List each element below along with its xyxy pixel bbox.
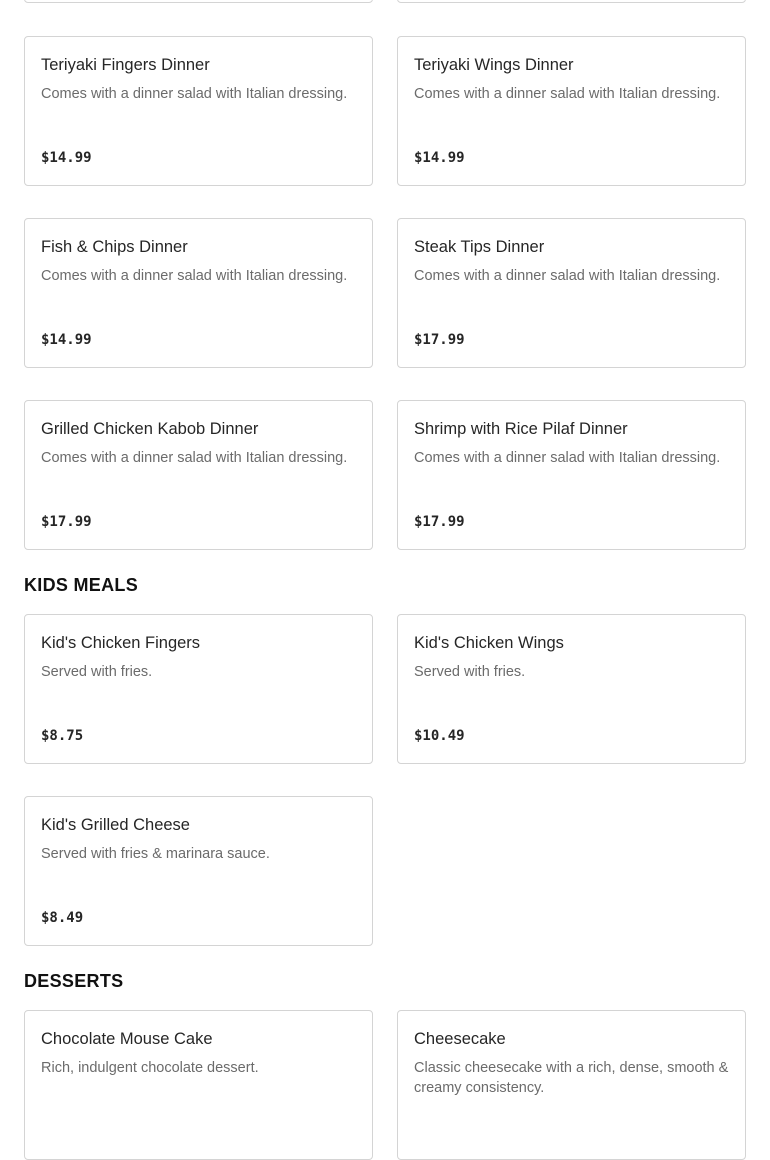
menu-item-description: Comes with a dinner salad with Italian dressing. bbox=[41, 450, 348, 466]
menu-item-price: $8.75 bbox=[41, 728, 84, 744]
menu-item-description: Rich, indulgent chocolate dessert. bbox=[41, 1060, 259, 1076]
menu-item-card[interactable] bbox=[397, 218, 746, 368]
menu-item-card[interactable] bbox=[24, 36, 373, 186]
menu-item-name: Grilled Chicken Kabob Dinner bbox=[41, 420, 259, 438]
section-heading-kids-meals: KIDS MEALS bbox=[24, 575, 139, 595]
menu-item-description: Comes with a dinner salad with Italian dressing. bbox=[414, 450, 721, 466]
menu-item-description: Served with fries. bbox=[414, 664, 526, 680]
menu-item-price: $17.99 bbox=[414, 332, 465, 348]
menu-item-price: $10.49 bbox=[414, 728, 465, 744]
menu-item-price: $17.99 bbox=[414, 514, 465, 530]
menu-item-card[interactable] bbox=[397, 0, 746, 3]
menu-item-price: $8.49 bbox=[41, 910, 84, 926]
menu-item-name: Chocolate Mouse Cake bbox=[41, 1030, 213, 1048]
section-heading-desserts: DESSERTS bbox=[24, 971, 124, 991]
menu-item-price: $14.99 bbox=[41, 332, 92, 348]
menu-item-description: Comes with a dinner salad with Italian dressing. bbox=[41, 268, 348, 284]
menu-item-name: Teriyaki Fingers Dinner bbox=[41, 56, 210, 74]
menu-item-description: Served with fries & marinara sauce. bbox=[41, 846, 270, 862]
menu-item-card[interactable] bbox=[397, 36, 746, 186]
menu-item-card[interactable] bbox=[24, 218, 373, 368]
menu-item-name: Teriyaki Wings Dinner bbox=[414, 56, 574, 74]
menu-item-name: Shrimp with Rice Pilaf Dinner bbox=[414, 420, 628, 438]
menu-item-card[interactable] bbox=[24, 796, 373, 946]
menu-item-name: Cheesecake bbox=[414, 1030, 506, 1048]
menu-item-card[interactable] bbox=[24, 0, 373, 3]
menu-item-card[interactable] bbox=[24, 614, 373, 764]
menu-item-card[interactable] bbox=[24, 400, 373, 550]
menu-item-price: $14.99 bbox=[414, 150, 465, 166]
menu-item-card[interactable] bbox=[397, 400, 746, 550]
menu-item-description: Comes with a dinner salad with Italian dressing. bbox=[414, 268, 721, 284]
menu-item-card[interactable] bbox=[397, 1010, 746, 1160]
menu-item-price: $17.99 bbox=[41, 514, 92, 530]
menu-item-description: Classic cheesecake with a rich, dense, smooth & creamy consistency. bbox=[414, 1060, 729, 1096]
menu-item-card[interactable] bbox=[24, 1010, 373, 1160]
menu-item-price: $14.99 bbox=[41, 150, 92, 166]
menu-item-name: Steak Tips Dinner bbox=[414, 238, 545, 256]
menu-item-name: Kid's Chicken Fingers bbox=[41, 634, 201, 652]
menu-item-card[interactable] bbox=[397, 614, 746, 764]
menu-item-name: Kid's Grilled Cheese bbox=[41, 816, 190, 834]
menu-item-name: Fish & Chips Dinner bbox=[41, 238, 188, 256]
menu-item-description: Served with fries. bbox=[41, 664, 153, 680]
menu-item-description: Comes with a dinner salad with Italian dressing. bbox=[414, 86, 721, 102]
menu-item-description: Comes with a dinner salad with Italian dressing. bbox=[41, 86, 348, 102]
menu-item-name: Kid's Chicken Wings bbox=[414, 634, 564, 652]
